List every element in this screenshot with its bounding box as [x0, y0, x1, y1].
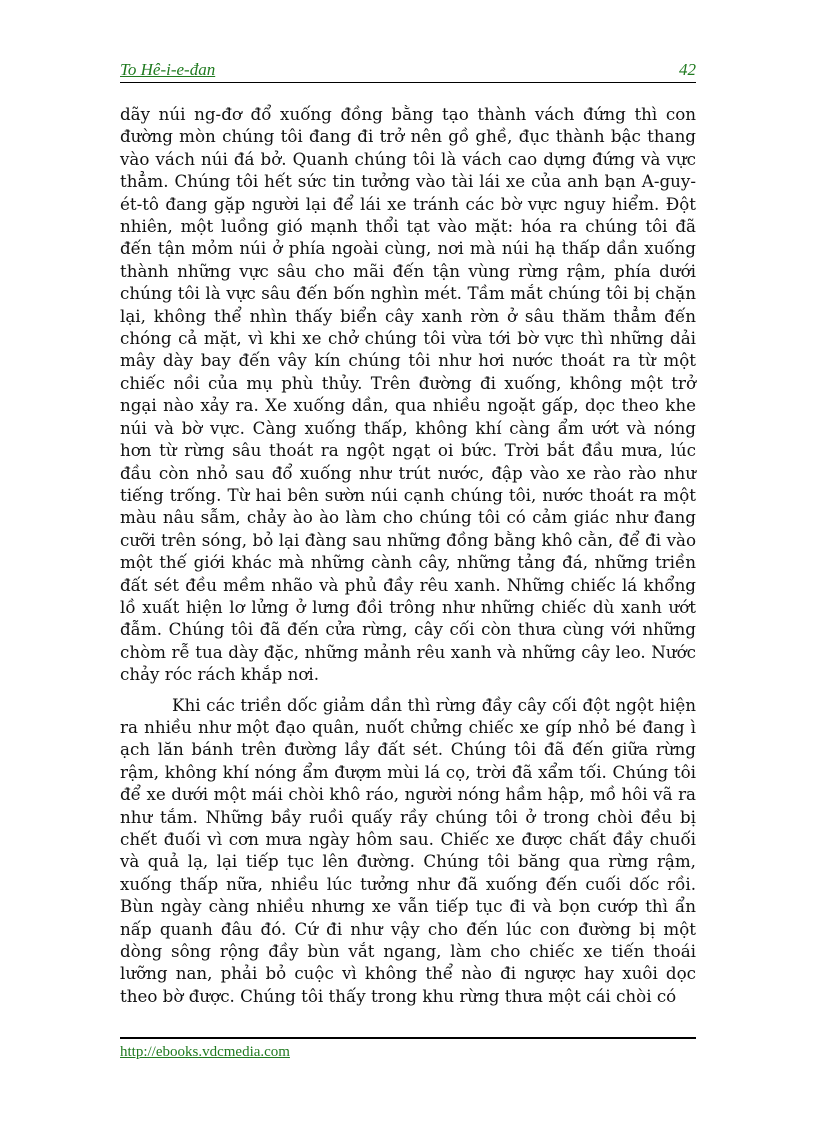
paragraph: Khi các triền dốc giảm dần thì rừng đầy cây cối đột ngột hiện ra nhiều như một đạo quân, nuốt chửng chiếc xe gíp nhỏ bé đang ì ạch lăn bánh trên đường lầy đất sét. Chúng tôi đã đến giữa rừng rậm, không khí nóng ẩm đượm mùi lá cọ, trời đã xẩm tối. Chúng tôi để xe dưới một mái chòi khô ráo, người nóng hầm hập, mồ hôi vã ra như tắm. Những bầy ruồi quấy rầy chúng tôi ở trong chòi đều bị chết đuối vì cơn mưa ngày hôm sau. Chiếc xe được chất đầy chuối và quả lạ, lại tiếp tục lên đường. Chúng tôi băng qua rừng rậm, xuống thấp nữa, nhiều lúc tưởng như đã xuống đến cuối dốc rồi. Bùn ngày càng nhiều nhưng xe vẫn tiếp tục đi và bọn cướp thì ẩn nấp quanh đâu đó. Cứ đi như vậy cho đến lúc con đường bị một dòng sông rộng đầy bùn vắt ngang, làm cho chiếc xe tiến thoái lưỡng nan, phải bỏ cuộc vì không thể nào đi ngược hay xuôi dọc theo bờ được. Chúng tôi thấy trong khu rừng thưa một cái chòi có: [120, 694, 696, 1006]
body-text: [120, 103, 696, 1007]
book-title: To Hê-i-e-đan: [120, 60, 216, 79]
page-header: [120, 60, 696, 83]
footer-divider: [120, 1037, 696, 1039]
footer-link[interactable]: http://ebooks.vdcmedia.com: [120, 1044, 290, 1060]
paragraph: dãy núi ng-đơ đổ xuống đồng bằng tạo thành vách đứng thì con đường mòn chúng tôi đang đi trở nên gồ ghề, đục thành bậc thang vào vách núi đá bở. Quanh chúng tôi là vách cao dựng đứng và vực thẳm. Chúng tôi hết sức tin tưởng vào tài lái xe của anh bạn A-guy-ét-tô đang gặp người lại để lái xe tránh các bờ vực nguy hiểm. Đột nhiên, một luồng gió mạnh thổi tạt vào mặt: hóa ra chúng tôi đã đến tận mỏm núi ở phía ngoài cùng, nơi mà núi hạ thấp dần xuống thành những vực sâu cho mãi đến tận vùng rừng rậm, phía dưới chúng tôi là vực sâu đến bốn nghìn mét. Tầm mắt chúng tôi bị chặn lại, không thể nhìn thấy biển cây xanh rờn ở sâu thăm thẳm đến chóng cả mặt, vì khi xe chở chúng tôi vừa tới bờ vực thì những dải mây dày bay đến vây kín chúng tôi như hơi nước thoát ra từ một chiếc nồi của mụ phù thủy. Trên đường đi xuống, không một trở ngại nào xảy ra. Xe xuống dần, qua nhiều ngoặt gấp, dọc theo khe núi và bờ vực. Càng xuống thấp, không khí càng ẩm ướt và nóng hơn từ rừng sâu thoát ra ngột ngạt oi bức. Trời bắt đầu mưa, lúc đầu còn nhỏ sau đổ xuống như trút nước, đập vào xe rào rào như tiếng trống. Từ hai bên sườn núi cạnh chúng tôi, nước thoát ra một màu nâu sẫm, chảy ào ào làm cho chúng tôi có cảm giác như đang cưỡi trên sóng, bỏ lại đàng sau những đồng bằng khô cằn, để đi vào một thế giới khác mà những cành cây, những tảng đá, những triền đất sét đều mềm nhão và phủ đầy rêu xanh. Những chiếc lá khổng lồ xuất hiện lơ lửng ở lưng đồi trông như những chiếc dù xanh ướt đẫm. Chúng tôi đã đến cửa rừng, cây cối còn thưa cùng với những chòm rễ tua dày đặc, những mảnh rêu xanh và những cây leo. Nước chảy róc rách khắp nơi.: [120, 104, 696, 685]
page-number: 42: [679, 60, 696, 79]
